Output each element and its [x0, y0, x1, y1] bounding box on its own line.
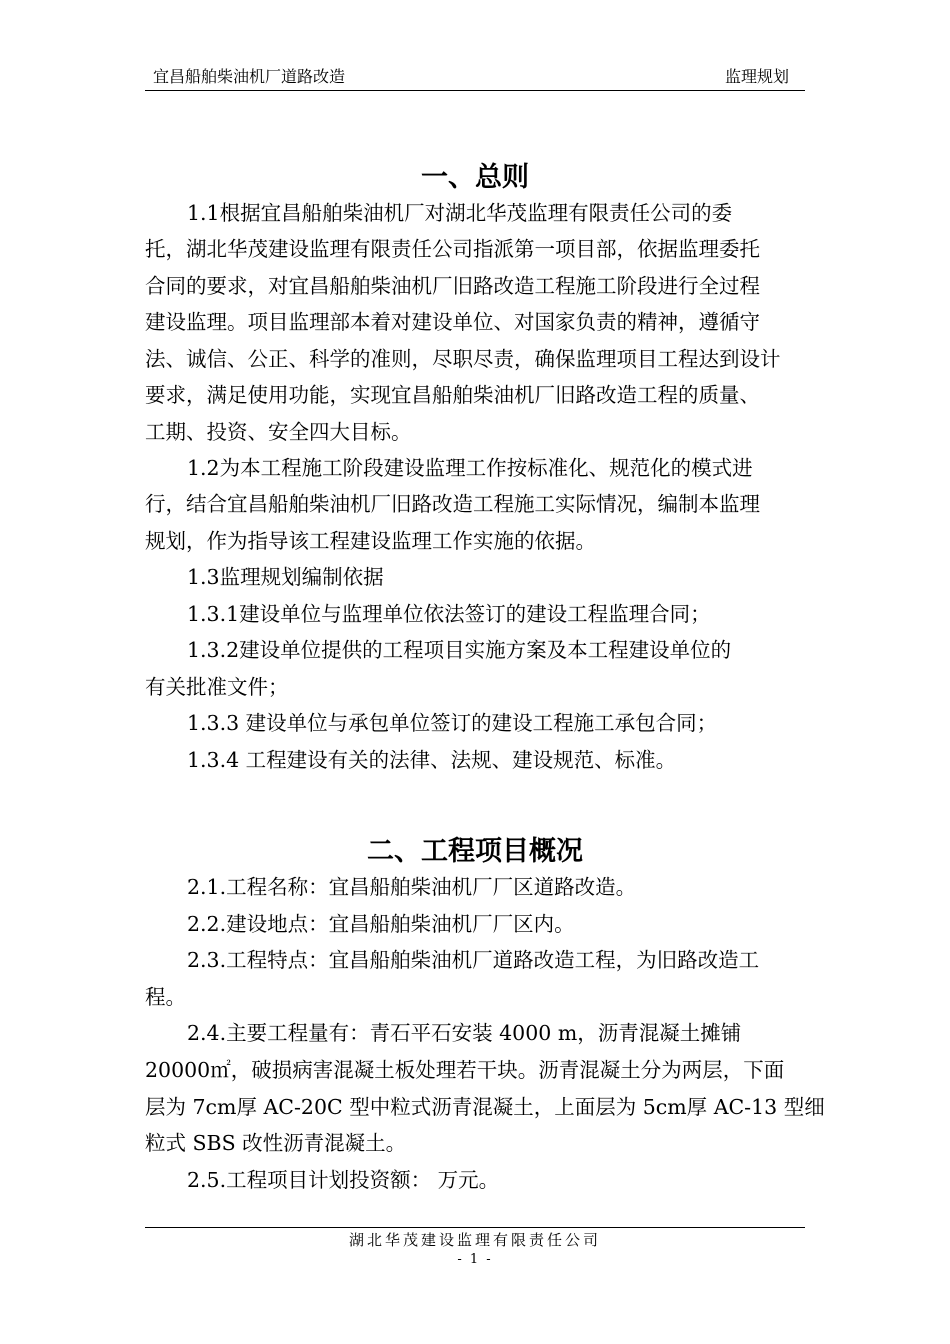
section-2-paragraph-3-cont — [145, 979, 805, 1016]
paragraph-line: 2.5.工程项目计划投资额： 万元。 — [187, 1168, 500, 1192]
section-2-paragraph-5 — [145, 1162, 847, 1199]
paragraph-line: 有关批准文件； — [145, 675, 289, 699]
header-project-title: 宜昌船舶柴油机厂道路改造 — [153, 67, 346, 86]
paragraph-line: 法、诚信、公正、科学的准则，尽职尽责，确保监理项目工程达到设计 — [145, 346, 781, 371]
section-1-paragraph-5-cont — [145, 669, 805, 706]
paragraph-line: 1.3.4 工程建设有关的法律、法规、建设规范、标准。 — [187, 748, 677, 772]
section-1-paragraph-4 — [145, 596, 847, 633]
paragraph-line: 2.3.工程特点：宜昌船舶柴油机厂道路改造工程，为旧路改造工 — [187, 948, 760, 972]
page-header — [145, 62, 805, 91]
section-1-paragraph-1-cont — [145, 231, 805, 450]
section-1-paragraph-6 — [145, 705, 847, 742]
section-1-paragraph-7 — [145, 742, 847, 779]
section-1-paragraph-1 — [145, 195, 847, 232]
footer-company-name: 湖北华茂建设监理有限责任公司 — [348, 1231, 601, 1249]
paragraph-line: 1.3.2建设单位提供的工程项目实施方案及本工程建设单位的 — [187, 638, 732, 662]
page-number: - 1 - — [457, 1252, 493, 1267]
section-2-paragraph-1 — [145, 869, 847, 906]
section-1-paragraph-5 — [145, 632, 847, 669]
paragraph-line: 要求，满足使用功能，实现宜昌船舶柴油机厂旧路改造工程的质量、 — [145, 383, 760, 407]
paragraph-line: 建设监理。项目监理部本着对建设单位、对国家负责的精神，遵循守 — [145, 310, 760, 334]
paragraph-line: 工期、投资、安全四大目标。 — [145, 419, 412, 444]
section-2-paragraph-2 — [145, 906, 847, 943]
section-2-title: 二、工程项目概况 — [367, 836, 583, 867]
paragraph-line: 1.1根据宜昌船舶柴油机厂对湖北华茂监理有限责任公司的委 — [187, 201, 733, 225]
section-2-paragraph-4-cont — [145, 1052, 825, 1162]
section-2-paragraph-3 — [145, 942, 847, 979]
section-1-paragraph-3 — [145, 559, 847, 596]
footer-divider — [145, 1227, 805, 1228]
paragraph-line: 粒式 SBS 改性沥青混凝土。 — [145, 1131, 407, 1155]
paragraph-line: 1.3监理规划编制依据 — [187, 565, 384, 589]
section-1-title: 一、总则 — [421, 162, 529, 193]
paragraph-line: 程。 — [145, 985, 186, 1009]
section-2-paragraph-4 — [145, 1015, 847, 1052]
paragraph-line: 层为 7cm厚 AC-20C 型中粒式沥青混凝土，上面层为 5cm厚 AC-13 型细 — [145, 1094, 825, 1119]
paragraph-line: 2.4.主要工程量有：青石平石安装 4000 m，沥青混凝土摊铺 — [187, 1021, 742, 1045]
paragraph-line: 行，结合宜昌船舶柴油机厂旧路改造工程施工实际情况，编制本监理 — [145, 492, 760, 516]
paragraph-line: 1.3.1建设单位与监理单位依法签订的建设工程监理合同； — [187, 602, 711, 626]
paragraph-line: 1.3.3 建设单位与承包单位签订的建设工程施工承包合同； — [187, 711, 718, 735]
header-doc-type: 监理规划 — [724, 67, 789, 86]
section-1-paragraph-2-cont — [145, 486, 805, 559]
paragraph-line: 2.2.建设地点：宜昌船舶柴油机厂厂区内。 — [187, 912, 575, 936]
paragraph-line: 托，湖北华茂建设监理有限责任公司指派第一项目部，依据监理委托 — [145, 237, 760, 261]
paragraph-line: 合同的要求，对宜昌船舶柴油机厂旧路改造工程施工阶段进行全过程 — [145, 273, 760, 298]
paragraph-line: 2.1.工程名称：宜昌船舶柴油机厂厂区道路改造。 — [187, 875, 637, 899]
paragraph-line: 20000㎡，破损病害混凝土板处理若干块。沥青混凝土分为两层，下面 — [145, 1058, 785, 1082]
paragraph-line: 规划，作为指导该工程建设监理工作实施的依据。 — [145, 528, 596, 553]
section-1-paragraph-2 — [145, 450, 847, 487]
paragraph-line: 1.2为本工程施工阶段建设监理工作按标准化、规范化的模式进 — [187, 456, 753, 480]
